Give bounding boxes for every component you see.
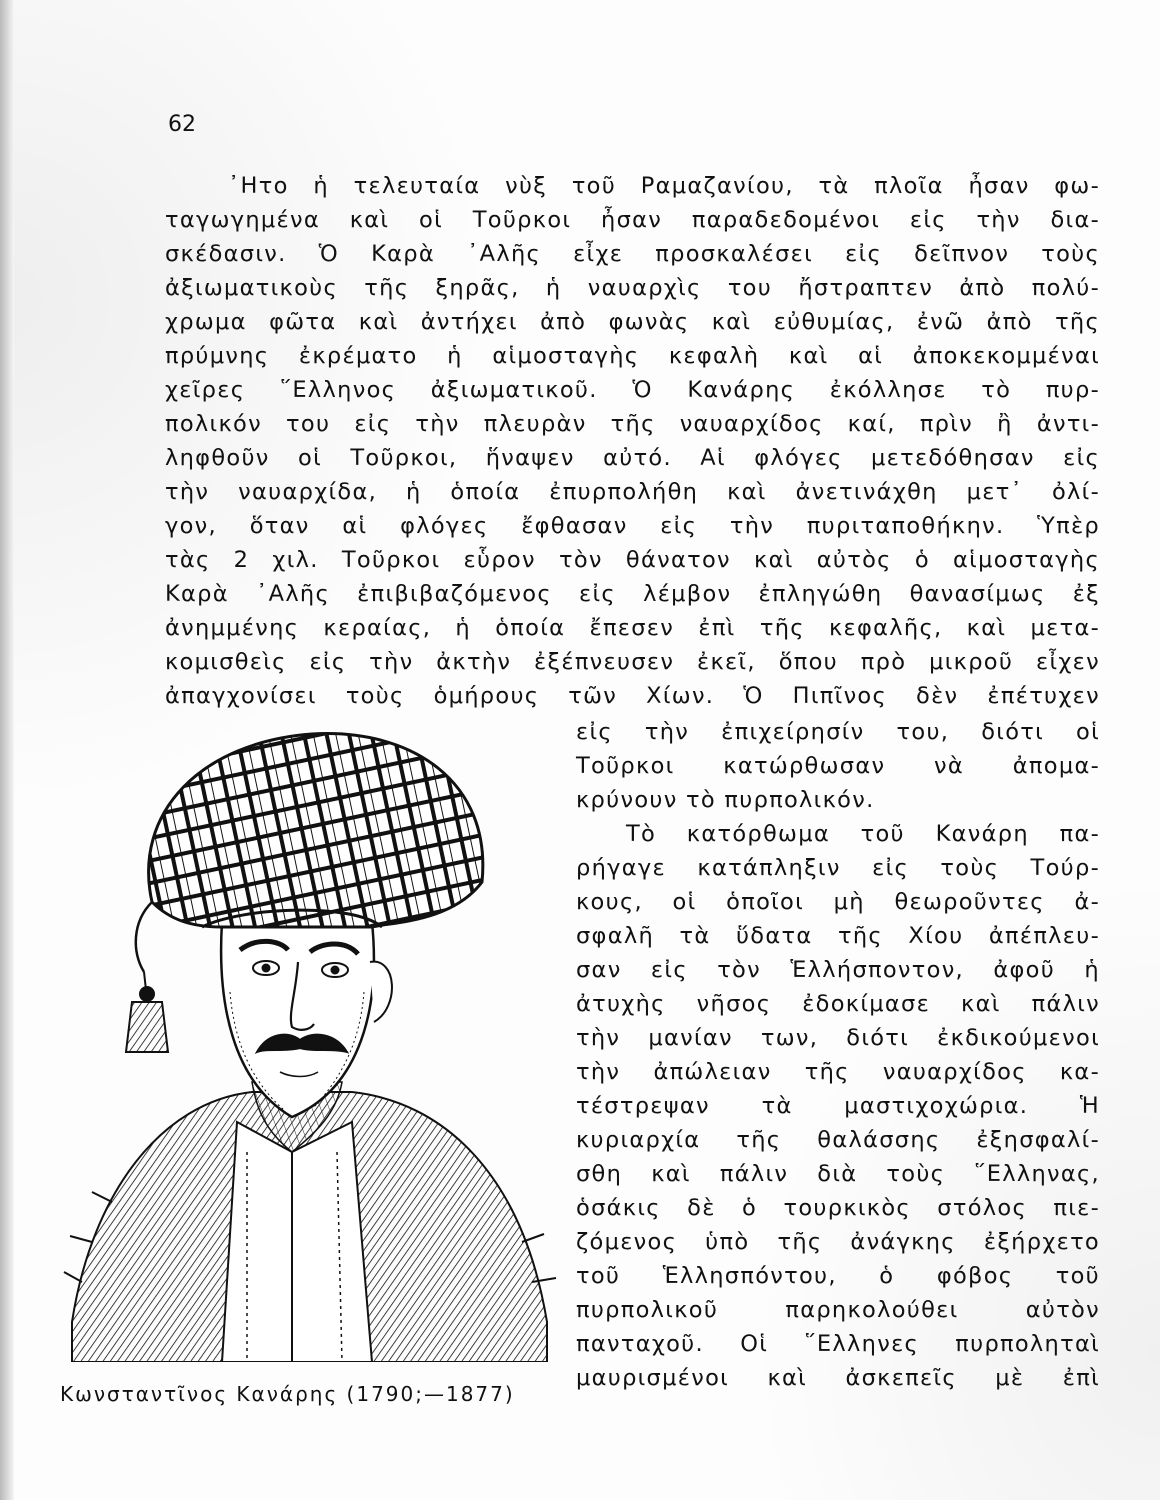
- text-line: κρύνουν τὸ πυρπολικόν.: [576, 787, 875, 813]
- text-line: Τὸ κατόρθωμα τοῦ Κανάρη πα-: [626, 821, 1100, 847]
- portrait-engraving: [52, 722, 562, 1362]
- text-line: σφαλῆ τὰ ὕδατα τῆς Χίου ἀπέπλευ-: [576, 923, 1100, 949]
- page-number: 62: [168, 112, 196, 137]
- text-line: σθη καὶ πάλιν διὰ τοὺς ῞Ελληνας,: [576, 1161, 1100, 1187]
- face-shape: [221, 922, 374, 1117]
- text-line: τοῦ Ἑλλησπόντου, ὁ φόβος τοῦ: [576, 1263, 1100, 1289]
- text-line: ζόμενος ὑπὸ τῆς ἀνάγκης ἐξήρχετο: [576, 1229, 1100, 1255]
- text-line: Τοῦρκοι κατώρθωσαν νὰ ἀπομα-: [576, 753, 1100, 779]
- text-line: τὴν ναυαρχίδα, ἡ ὁποία ἐπυρπολήθη καὶ ἀνετινάχθη μετ᾽ ὀλί-: [165, 479, 1100, 505]
- text-line: χεῖρες ῞Ελληνος ἀξιωματικοῦ. Ὁ Κανάρης ἐκόλλησε τὸ πυρ-: [165, 377, 1100, 403]
- text-line: κομισθεὶς εἰς τὴν ἀκτὴν ἐξέπνευσεν ἐκεῖ, ὅπου πρὸ μικροῦ εἶχεν: [165, 649, 1100, 675]
- headscarf-shape: [149, 734, 483, 927]
- text-line: Καρὰ ᾽Αλῆς ἐπιβιβαζόμενος εἰς λέμβον ἐπληγώθη θανασίμως ἐξ: [165, 581, 1100, 607]
- text-line: τὰς 2 χιλ. Τοῦρκοι εὗρον τὸν θάνατον καὶ αὐτὸς ὁ αἱμοσταγὴς: [165, 547, 1100, 573]
- text-line: τὴν μανίαν των, διότι ἐκδικούμενοι: [576, 1025, 1100, 1051]
- text-line: ληφθοῦν οἱ Τοῦρκοι, ἥναψεν αὐτό. Αἱ φλόγες μετεδόθησαν εἰς: [165, 445, 1100, 471]
- text-line: γον, ὅταν αἱ φλόγες ἔφθασαν εἰς τὴν πυριταποθήκην. Ὑπὲρ: [165, 513, 1100, 539]
- text-line: κους, οἱ ὁποῖοι μὴ θεωροῦντες ἀ-: [576, 889, 1100, 915]
- text-line: ἀξιωματικοὺς τῆς ξηρᾶς, ἡ ναυαρχὶς του ἤστραπτεν ἀπὸ πολύ-: [165, 275, 1100, 301]
- page-binding-shadow: [0, 0, 14, 1500]
- text-line: ὁσάκις δὲ ὁ τουρκικὸς στόλος πιε-: [576, 1195, 1100, 1221]
- text-line: πρύμνης ἐκρέματο ἡ αἱμοσταγὴς κεφαλὴ καὶ αἱ ἀποκεκομμέναι: [165, 343, 1100, 369]
- text-line: σκέδασιν. Ὁ Καρὰ ᾽Αλῆς εἶχε προσκαλέσει εἰς δεῖπνον τοὺς: [165, 241, 1100, 267]
- text-line: εἰς τὴν ἐπιχείρησίν του, διότι οἱ: [576, 719, 1100, 745]
- text-line: πανταχοῦ. Οἱ ῞Ελληνες πυρποληταὶ: [576, 1331, 1100, 1357]
- text-line: μαυρισμένοι καὶ ἀσκεπεῖς μὲ ἐπὶ: [576, 1365, 1100, 1391]
- text-line: ἀτυχὴς νῆσος ἐδοκίμασε καὶ πάλιν: [576, 991, 1100, 1017]
- text-line: πυρπολικοῦ παρηκολούθει αὐτὸν: [576, 1297, 1100, 1323]
- text-line: ταγωγημένα καὶ οἱ Τοῦρκοι ἦσαν παραδεδομένοι εἰς τὴν δια-: [165, 207, 1100, 233]
- text-line: τὴν ἀπώλειαν τῆς ναυαρχίδος κα-: [576, 1059, 1100, 1085]
- text-line: ᾽Ητο ἡ τελευταία νὺξ τοῦ Ραμαζανίου, τὰ πλοῖα ἦσαν φω-: [228, 173, 1100, 199]
- tassel-shape: [126, 1002, 168, 1052]
- text-line: πολικόν του εἰς τὴν πλευρὰν τῆς ναυαρχίδος καί, πρὶν ἢ ἀντι-: [165, 411, 1100, 437]
- text-line: ρήγαγε κατάπληξιν εἰς τοὺς Τούρ-: [576, 855, 1100, 881]
- text-line: ἀπαγχονίσει τοὺς ὁμήρους τῶν Χίων. Ὁ Πιπῖνος δὲν ἐπέτυχεν: [165, 683, 1100, 709]
- text-line: ἀνημμένης κεραίας, ἡ ὁποία ἔπεσεν ἐπὶ τῆς κεφαλῆς, καὶ μετα-: [165, 615, 1100, 641]
- text-line: σαν εἰς τὸν Ἑλλήσποντον, ἀφοῦ ἡ: [576, 957, 1100, 983]
- text-line: χρωμα φῶτα καὶ ἀντήχει ἀπὸ φωνὰς καὶ εὐθυμίας, ἐνῶ ἀπὸ τῆς: [165, 309, 1100, 335]
- text-line: τέστρεψαν τὰ μαστιχοχώρια. Ἡ: [576, 1093, 1100, 1119]
- portrait-caption: Κωνσταντῖνος Κανάρης (1790;—1877): [60, 1382, 515, 1406]
- text-line: κυριαρχία τῆς θαλάσσης ἐξησφαλί-: [576, 1127, 1100, 1153]
